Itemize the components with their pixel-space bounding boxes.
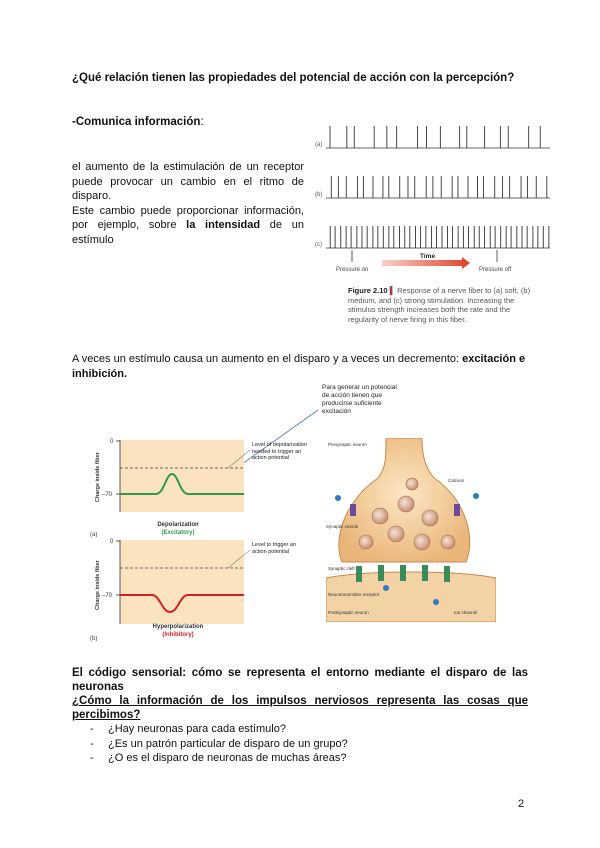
sub-heading-text: -Comunica información xyxy=(72,116,201,128)
page-heading: ¿Qué relación tienen las propiedades del potencial de acción con la percepción? xyxy=(72,72,515,84)
hyper-tick-bottom: –70 xyxy=(102,593,113,599)
depol-tick-bottom: –70 xyxy=(102,492,113,498)
page-number: 2 xyxy=(518,798,525,810)
label-calcium: Calcium xyxy=(448,478,465,483)
label-vesicle: Synaptic vesicle xyxy=(326,524,359,529)
section-heading: El código sensorial: cómo se representa el entorno mediante el disparo de las neuronas xyxy=(72,667,528,693)
figure-caption-title: Figure 2.10 xyxy=(348,286,388,295)
caption-bar: ▌ xyxy=(389,286,396,295)
label-presynaptic: Presynaptic neuron xyxy=(328,442,367,447)
depol-chart-bg xyxy=(120,440,244,512)
hyper-ylabel: Charge inside fiber xyxy=(95,560,101,610)
label-cleft: Synaptic cleft xyxy=(328,566,355,571)
pressure-off-label: Pressure off xyxy=(479,267,512,273)
time-label: Time xyxy=(420,253,436,260)
paragraph-1: el aumento de la estimulación de un receptor puede provocar un cambio en el ritmo de disparo. xyxy=(72,161,304,202)
paragraph-2-pre: Este cambio puede proporcionar información, por ejemplo, sobre xyxy=(72,204,304,231)
label-postsynaptic: Postsynaptic neuron xyxy=(328,610,369,615)
depol-subtitle: (Excitatory) xyxy=(161,530,195,536)
row-label-b: (b) xyxy=(315,192,323,198)
depol-threshold-label: Level of depolarization needed to trigger an action potential xyxy=(252,442,308,461)
hyper-panel-label: (b) xyxy=(90,636,98,642)
depol-title: Depolarization xyxy=(157,522,199,528)
depol-tick-top: 0 xyxy=(110,439,114,445)
question-list xyxy=(84,722,504,766)
paragraph-2-post: de un estímulo xyxy=(72,219,304,246)
list-item: - ¿O es el disparo de neuronas de muchas áreas? xyxy=(84,751,504,766)
hyperpolarization-panel xyxy=(88,530,308,638)
annotation-note: Para generar un potencial de acción tienen que producirse suficiente excitación xyxy=(322,384,397,415)
label-receptor: Neurotransmitter receptor xyxy=(328,592,380,597)
row-label-a: (a) xyxy=(315,142,323,148)
figure-caption-text: Response of a nerve fiber to (a) soft, (b) medium, and (c) strong stimulation. Increasing the stimulus strength increases both the rate and the regularity of nerve firing in this fiber. xyxy=(348,286,531,324)
depol-panel-label: (a) xyxy=(90,532,98,538)
section-question: ¿Cómo la información de los impulsos nerviosos representa las cosas que percibimos? xyxy=(72,695,528,721)
hyper-tick-top: 0 xyxy=(110,539,114,545)
list-item: - ¿Es un patrón particular de disparo de un grupo? xyxy=(84,737,504,752)
sub-heading-colon: : xyxy=(200,116,204,128)
pressure-on-label: Pressure on xyxy=(336,267,369,273)
depol-ylabel: Charge inside fiber xyxy=(95,452,101,502)
list-item: - ¿Hay neuronas para cada estímulo? xyxy=(84,722,504,737)
paragraph-3-pre: A veces un estímulo causa un aumento en el disparo y a veces un decremento: xyxy=(72,353,463,365)
row-label-c: (c) xyxy=(315,242,322,248)
label-ion: Ion channel xyxy=(454,610,478,615)
hyper-threshold-label: Level to trigger an action potential xyxy=(252,542,297,555)
hyper-subtitle: (Inhibitory) xyxy=(162,632,194,638)
depolarization-panel xyxy=(88,430,308,530)
hyper-chart-bg xyxy=(120,540,244,624)
paragraph-3-bold: excitación e inhibición. xyxy=(72,353,526,380)
hyper-title: Hyperpolarization xyxy=(152,624,204,630)
paragraph-2-bold: la intensidad xyxy=(186,219,261,231)
synapse-illustration xyxy=(326,438,496,622)
